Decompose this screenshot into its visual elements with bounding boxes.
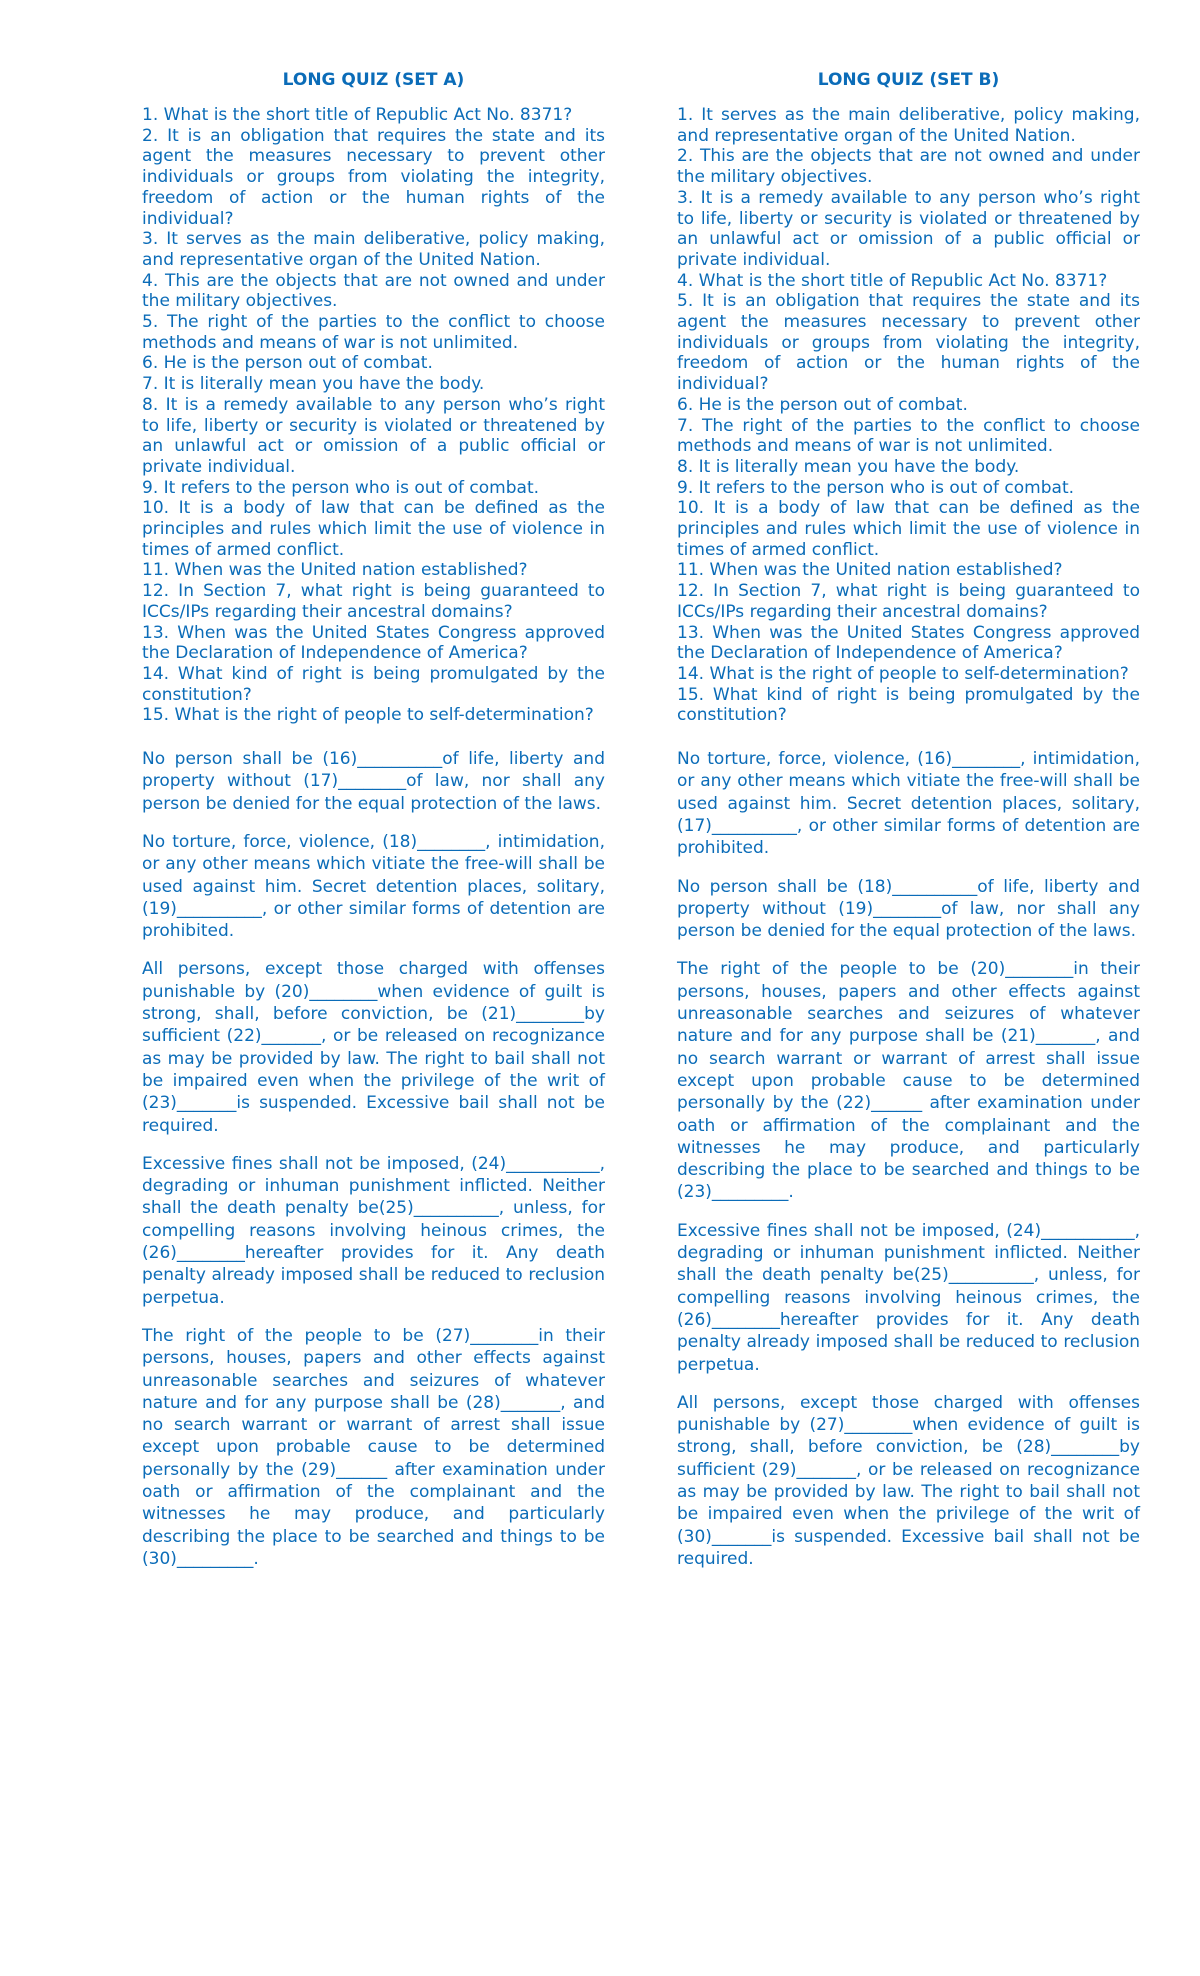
question-item: 13. When was the United States Congress approved the Declaration of Independence of America? [677,622,1140,664]
fill-in-passage: Excessive fines shall not be imposed, (24)___________, degrading or inhuman punishment inflicted. Neither shall the death penalty be(25)__________, unless, for compelling reasons involving heinous crimes, the (26)________hereafter provides for it. Any death penalty already imposed shall be reduced to reclusion perpetua. [142,1153,605,1308]
question-item: 15. What kind of right is being promulgated by the constitution? [677,684,1140,726]
question-item: 4. What is the short title of Republic Act No. 8371? [677,270,1108,291]
fill-in-passage: The right of the people to be (20)________in their persons, houses, papers and other effects against unreasonable searches and seizures of whatever nature and for any purpose shall be (21)_______, and no search warrant or warrant of arrest shall issue except upon probable cause to be determined personally by the (22)______ after examination under oath or affirmation of the complainant and the witnesses he may produce, and particularly describing the place to be searched and things to be (23)_________. [677,959,1140,1203]
question-item: 5. The right of the parties to the conflict to choose methods and means of war is not unlimited. [142,312,605,353]
fill-in-passage: No person shall be (16)__________of life, liberty and property without (17)________of law, nor shall any person be denied for the equal protection of the laws. [142,749,605,814]
question-item: 7. The right of the parties to the conflict to choose methods and means of war is not unlimited. [677,415,1140,457]
question-item: 4. This are the objects that are not owned and under the military objectives. [142,270,605,312]
fill-in-passage: No person shall be (18)__________of life, liberty and property without (19)________of law, nor shall any person be denied for the equal protection of the laws. [677,876,1140,942]
question-item: 8. It is a remedy available to any person who’s right to life, liberty or security is violated or threatened by an unlawful act or omission of a public official or private individual. [142,394,605,477]
question-item: 14. What is the right of people to self-determination? [677,663,1129,684]
question-item: 9. It refers to the person who is out of combat. [142,477,540,498]
fill-in-passage: The right of the people to be (27)________in their persons, houses, papers and other effects against unreasonable searches and seizures of whatever nature and for any purpose shall be (28)_______, and no search warrant or warrant of arrest shall issue except upon probable cause to be determined personally by the (29)______ after examination under oath or affirmation of the complainant and the witnesses he may produce, and particularly describing the place to be searched and things to be (30)_________. [142,1325,605,1569]
question-item: 10. It is a body of law that can be defined as the principles and rules which limit the use of violence in times of armed conflict. [142,498,605,560]
question-item: 9. It refers to the person who is out of combat. [677,477,1075,498]
set-a-title: LONG QUIZ (SET A) [282,70,465,90]
quiz-set-a [142,70,605,1570]
set-b-questions [677,105,1140,726]
set-a-questions [142,105,605,726]
question-item: 1. What is the short title of Republic Act No. 8371? [142,105,573,125]
question-item: 11. When was the United nation established? [142,560,528,581]
set-b-title: LONG QUIZ (SET B) [817,70,1000,90]
question-item: 13. When was the United States Congress approved the Declaration of Independence of America? [142,622,605,664]
set-b-passages [677,748,1140,1570]
question-item: 15. What is the right of people to self-determination? [142,705,594,726]
question-item: 3. It is a remedy available to any person who’s right to life, liberty or security is violated or threatened by an unlawful act or omission of a public official or private individual. [677,187,1140,270]
question-item: 12. In Section 7, what right is being guaranteed to ICCs/IPs regarding their ancestral domains? [142,581,605,622]
question-item: 1. It serves as the main deliberative, policy making, and representative organ of the United Nation. [677,105,1140,146]
fill-in-passage: All persons, except those charged with offenses punishable by (27)________when evidence of guilt is strong, shall, before conviction, be (28)________by sufficient (29)_______, or be released on recognizance as may be provided by law. The right to bail shall not be impaired even when the privilege of the writ of (30)_______is suspended. Excessive bail shall not be required. [677,1392,1140,1569]
question-item: 7. It is literally mean you have the body. [142,374,485,395]
question-item: 12. In Section 7, what right is being guaranteed to ICCs/IPs regarding their ancestral domains? [677,581,1140,622]
set-a-passages [142,748,605,1570]
quiz-set-b [677,70,1140,1570]
question-item: 5. It is an obligation that requires the state and its agent the measures necessary to prevent other individuals or groups from violating the integrity, freedom of action or the human rights of the individual? [677,291,1140,395]
fill-in-passage: All persons, except those charged with offenses punishable by (20)________when evidence of guilt is strong, shall, before conviction, be (21)________by sufficient (22)_______, or be released on recognizance as may be provided by law. The right to bail shall not be impaired even when the privilege of the writ of (23)_______is suspended. Excessive bail shall not be required. [142,959,605,1136]
question-item: 14. What kind of right is being promulgated by the constitution? [142,663,605,705]
fill-in-passage: No torture, force, violence, (18)________, intimidation, or any other means which vitiate the free-will shall be used against him. Secret detention places, solitary, (19)__________, or other similar forms of detention are prohibited. [142,831,605,942]
question-item: 10. It is a body of law that can be defined as the principles and rules which limit the use of violence in times of armed conflict. [677,498,1140,560]
question-item: 6. He is the person out of combat. [142,353,433,374]
question-item: 2. It is an obligation that requires the state and its agent the measures necessary to prevent other individuals or groups from violating the integrity, freedom of action or the human rights of the individual? [142,125,605,229]
question-item: 11. When was the United nation established? [677,560,1063,581]
fill-in-passage: Excessive fines shall not be imposed, (24)___________, degrading or inhuman punishment inflicted. Neither shall the death penalty be(25)__________, unless, for compelling reasons involving heinous crimes, the (26)________hereafter provides for it. Any death penalty already imposed shall be reduced to reclusion perpetua. [677,1220,1140,1375]
question-item: 6. He is the person out of combat. [677,394,968,415]
question-item: 8. It is literally mean you have the body. [677,456,1020,477]
fill-in-passage: No torture, force, violence, (16)________, intimidation, or any other means which vitiate the free-will shall be used against him. Secret detention places, solitary, (17)__________, or other similar forms of detention are prohibited. [677,749,1140,859]
question-item: 3. It serves as the main deliberative, policy making, and representative organ of the United Nation. [142,229,605,270]
question-item: 2. This are the objects that are not owned and under the military objectives. [677,146,1140,188]
